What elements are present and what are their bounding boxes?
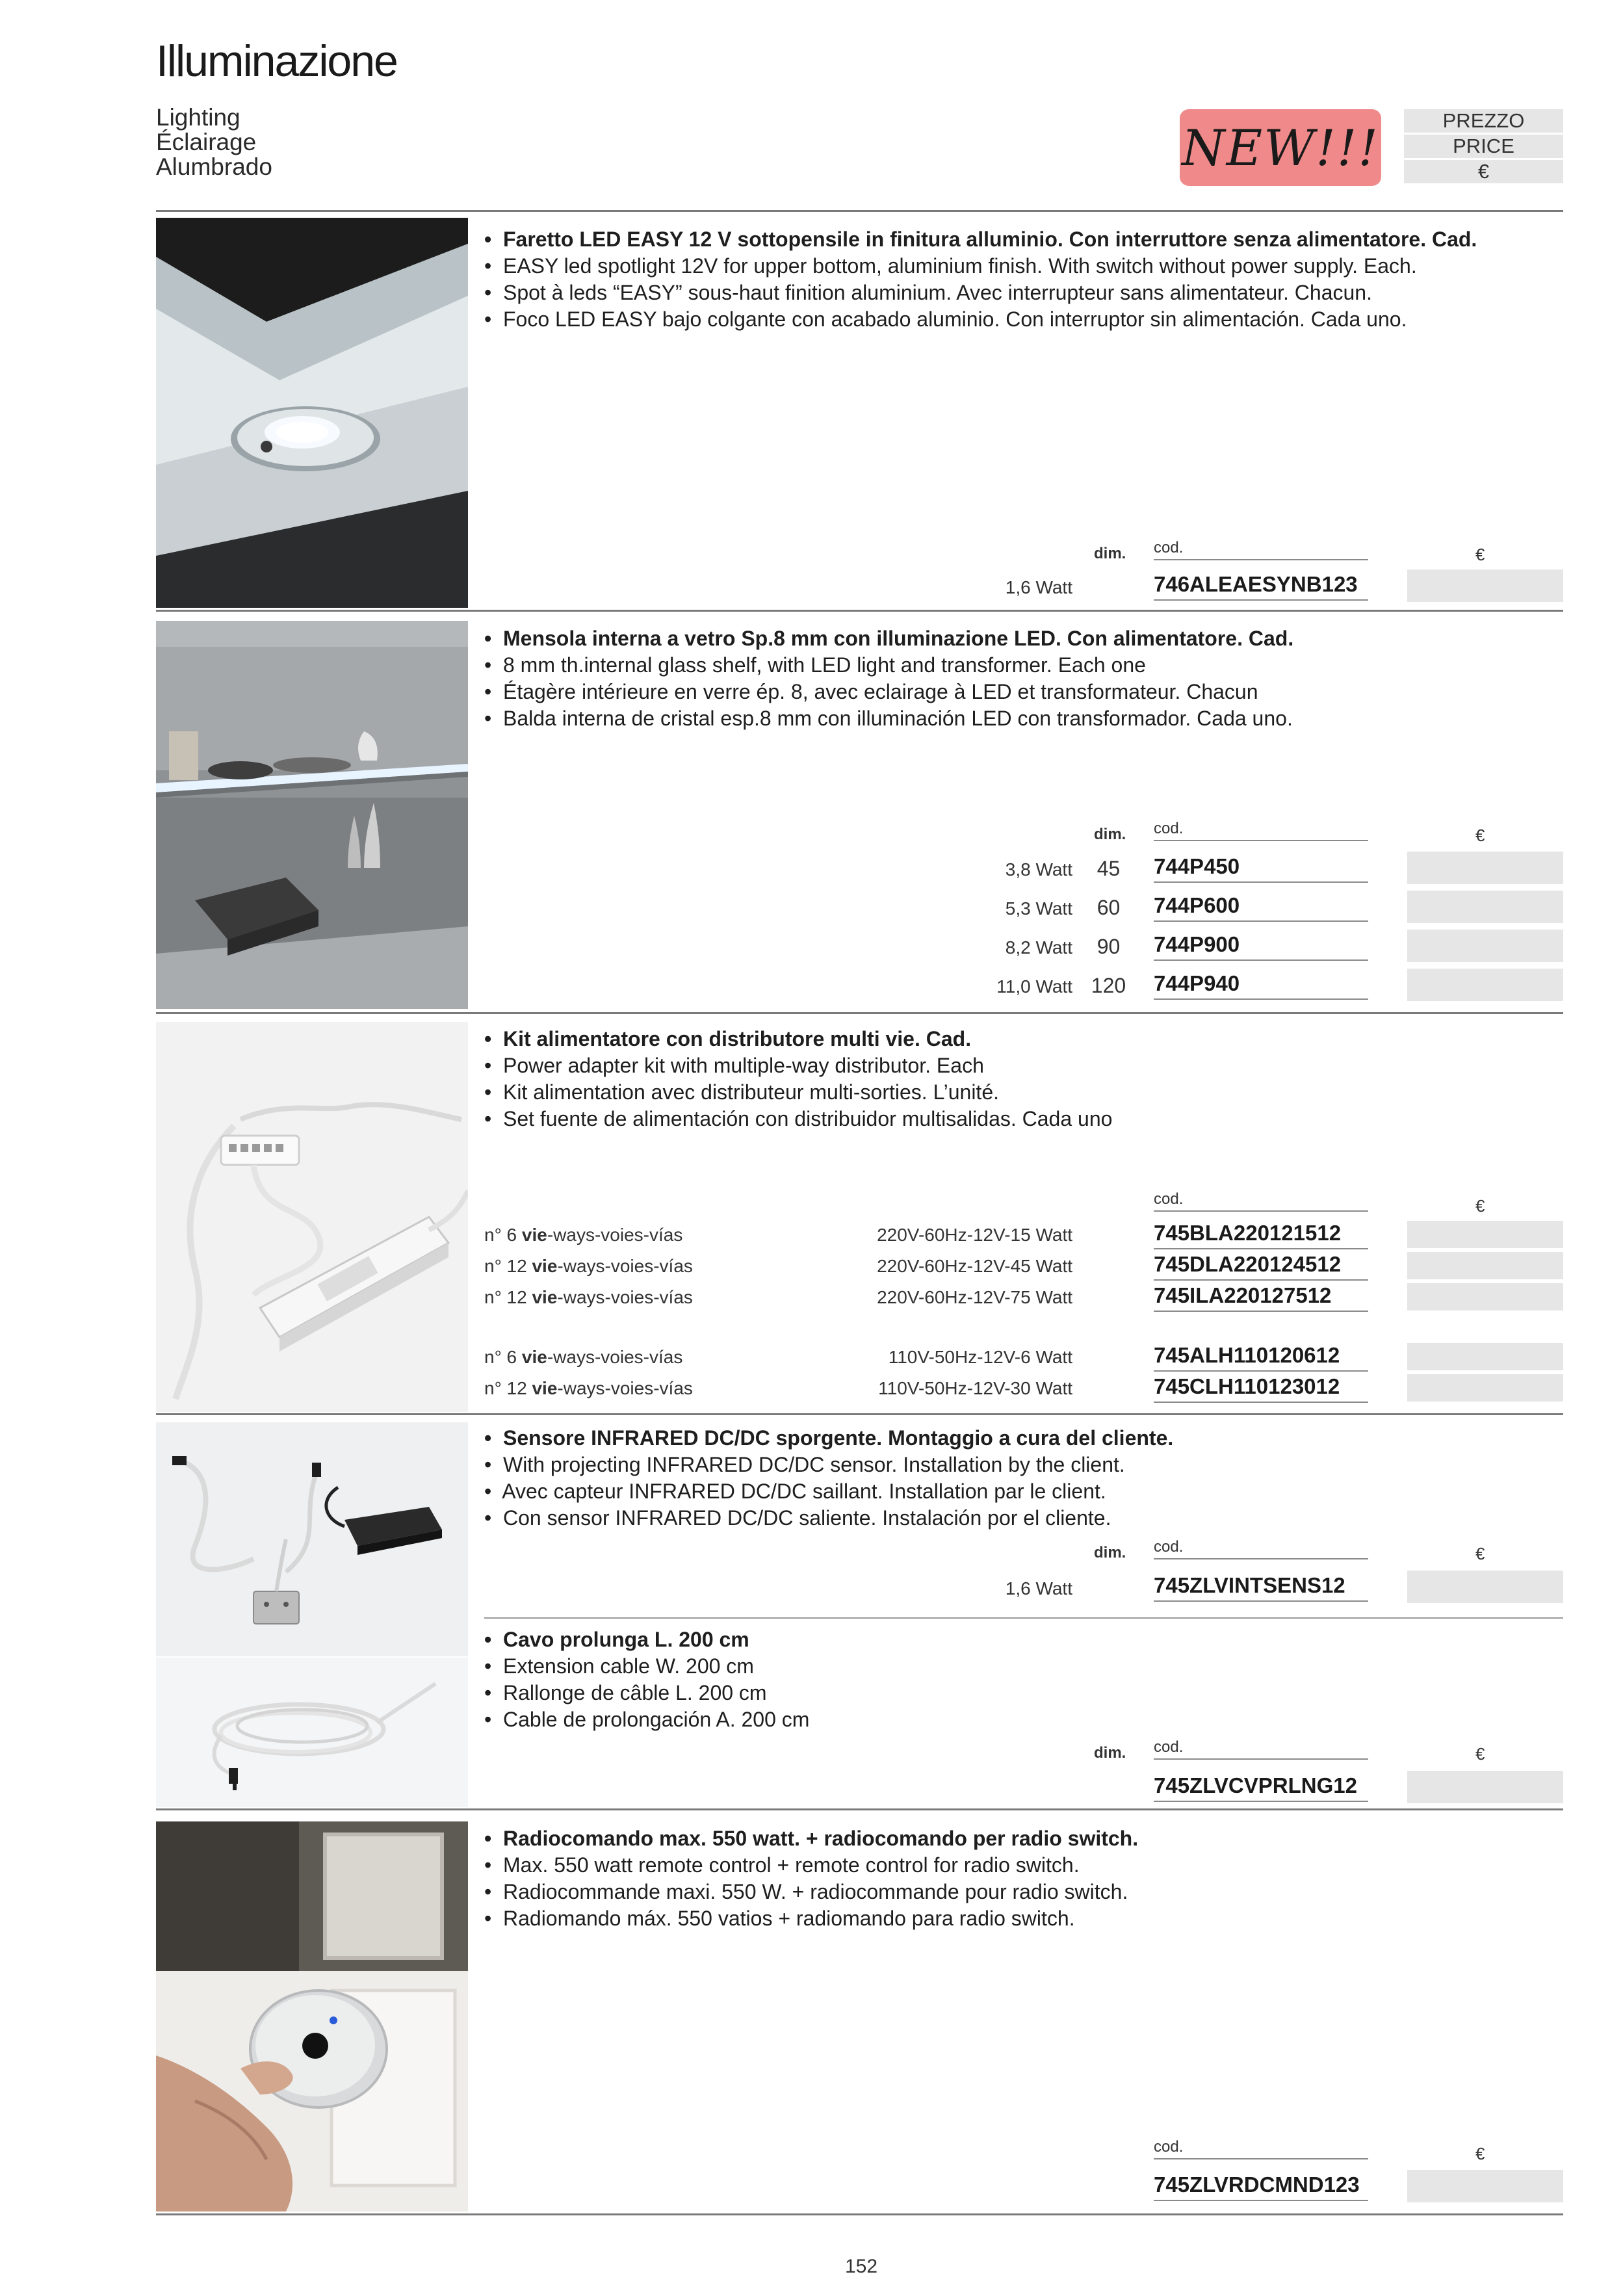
product-description	[484, 1425, 1173, 1532]
section-divider	[484, 1617, 1563, 1619]
euro-label: €	[1475, 1744, 1485, 1764]
description-line: • Balda interna de cristal esp.8 mm con illuminación LED con transformador. Cada uno.	[484, 707, 1293, 730]
product-code: 744P600	[1154, 891, 1368, 922]
description-line: • Cable de prolongación A. 200 cm	[484, 1708, 810, 1731]
description-line: • Radiocomando max. 550 watt. + radiocomando per radio switch.	[484, 1827, 1139, 1850]
watt-value: 3,8 Watt	[1005, 859, 1072, 880]
product-code: 745ALH110120612	[1154, 1340, 1368, 1372]
page-number: 152	[845, 2256, 878, 2277]
subtitle-fr: Éclairage	[156, 129, 257, 155]
product-code: 744P450	[1154, 852, 1368, 883]
watt-value: 5,3 Watt	[1005, 898, 1072, 919]
product-code: 745DLA220124512	[1154, 1249, 1368, 1281]
product-code: 744P900	[1154, 930, 1368, 961]
description-line: • Cavo prolunga L. 200 cm	[484, 1628, 749, 1651]
description-line: • Kit alimentation avec distributeur multi-sorties. L’unité.	[484, 1080, 999, 1104]
section-divider	[156, 610, 1563, 612]
price-cell	[1407, 852, 1563, 884]
dim-value: 45	[1097, 857, 1121, 880]
description-line: • Power adapter kit with multiple-way distributor. Each	[484, 1054, 984, 1077]
subtitle-es: Alumbrado	[156, 153, 272, 180]
price-header-en: PRICE	[1404, 135, 1563, 158]
description-line: • Rallonge de câble L. 200 cm	[484, 1681, 767, 1704]
ways-value: n° 12 vie-ways-voies-vías	[484, 1287, 693, 1307]
code-label: cod.	[1154, 1188, 1368, 1212]
ways-value: n° 12 vie-ways-voies-vías	[484, 1256, 693, 1276]
description-line: • Radiomando máx. 550 vatios + radiomando para radio switch.	[484, 1907, 1075, 1930]
price-cell	[1407, 969, 1563, 1001]
product-photo-power-adapter	[156, 1022, 468, 1412]
price-cell	[1407, 1374, 1563, 1402]
section-divider	[156, 2213, 1563, 2215]
euro-label: €	[1475, 826, 1485, 845]
description-line: • Sensore INFRARED DC/DC sporgente. Montaggio a cura del cliente.	[484, 1426, 1174, 1450]
price-cell	[1407, 1771, 1563, 1803]
dim-label: dim.	[1094, 1544, 1126, 1561]
section-divider	[156, 210, 1563, 212]
voltage-value: 220V-60Hz-12V-15 Watt	[877, 1225, 1072, 1245]
product-code: 744P940	[1154, 969, 1368, 1000]
dim-value: 120	[1091, 974, 1126, 997]
section-divider	[156, 1413, 1563, 1415]
description-line: • Con sensor INFRARED DC/DC saliente. Instalación por el cliente.	[484, 1506, 1111, 1530]
description-line: • With projecting INFRARED DC/DC sensor. Installation by the client.	[484, 1453, 1125, 1476]
price-cell	[1407, 1221, 1563, 1248]
watt-value: 8,2 Watt	[1005, 937, 1072, 958]
dim-label: dim.	[1094, 1744, 1126, 1762]
description-line: • Kit alimentatore con distributore multi vie. Cad.	[484, 1027, 972, 1050]
voltage-value: 110V-50Hz-12V-6 Watt	[888, 1347, 1072, 1367]
ways-value: n° 6 vie-ways-voies-vías	[484, 1225, 683, 1245]
description-line: • Spot à leds “EASY” sous-haut finition aluminium. Avec interrupteur sans alimentateur. Chacun.	[484, 281, 1372, 304]
price-cell	[1407, 569, 1563, 602]
product-photo-glass-shelf	[156, 621, 468, 1009]
description-line: • Foco LED EASY bajo colgante con acabado aluminio. Con interruptor sin alimentación. Cada uno.	[484, 307, 1407, 331]
dim-value: 90	[1097, 935, 1121, 958]
description-line: • EASY led spotlight 12V for upper bottom, aluminium finish. With switch without power supply. Each.	[484, 254, 1417, 278]
product-code: 745ZLVCVPRLNG12	[1154, 1771, 1368, 1802]
price-header-it: PREZZO	[1404, 109, 1563, 133]
price-cell	[1407, 1343, 1563, 1370]
product-photo-extension-cable	[156, 1658, 468, 1807]
price-cell	[1407, 2170, 1563, 2202]
product-code: 745BLA220121512	[1154, 1218, 1368, 1249]
price-header	[1404, 109, 1563, 185]
description-line: • Max. 550 watt remote control + remote control for radio switch.	[484, 1853, 1080, 1877]
price-cell	[1407, 891, 1563, 923]
product-code: 745ILA220127512	[1154, 1281, 1368, 1312]
watt-value: 11,0 Watt	[996, 976, 1072, 997]
ways-value: n° 6 vie-ways-voies-vías	[484, 1347, 683, 1367]
description-line: • Étagère intérieure en verre ép. 8, avec eclairage à LED et transformateur. Chacun	[484, 680, 1258, 703]
code-label: cod.	[1154, 1736, 1368, 1760]
price-cell	[1407, 930, 1563, 962]
product-description	[484, 1026, 1112, 1132]
code-label: cod.	[1154, 818, 1368, 841]
voltage-value: 220V-60Hz-12V-45 Watt	[877, 1256, 1072, 1276]
product-code: 745ZLVINTSENS12	[1154, 1571, 1368, 1602]
euro-label: €	[1475, 2144, 1485, 2163]
code-label: cod.	[1154, 1536, 1368, 1559]
watt-value: 1,6 Watt	[1005, 1578, 1072, 1598]
watt-value: 1,6 Watt	[1005, 577, 1072, 597]
price-cell	[1407, 1571, 1563, 1603]
description-line: • Mensola interna a vetro Sp.8 mm con illuminazione LED. Con alimentatore. Cad.	[484, 627, 1294, 650]
page-title: Illuminazione	[156, 36, 397, 86]
description-line: • Faretto LED EASY 12 V sottopensile in finitura alluminio. Con interruttore senza alimentatore. Cad.	[484, 228, 1477, 251]
new-badge: NEW!!!	[1180, 109, 1381, 186]
dim-value: 60	[1097, 896, 1121, 919]
product-code: 745CLH110123012	[1154, 1372, 1368, 1403]
euro-label: €	[1475, 1544, 1485, 1563]
dim-label: dim.	[1094, 545, 1126, 562]
ways-value: n° 12 vie-ways-voies-vías	[484, 1378, 693, 1398]
price-header-currency: €	[1404, 160, 1563, 183]
product-photo-radio-remote	[156, 1821, 468, 2211]
voltage-value: 110V-50Hz-12V-30 Watt	[878, 1378, 1072, 1398]
description-line: • Radiocommande maxi. 550 W. + radiocommande pour radio switch.	[484, 1880, 1128, 1903]
price-cell	[1407, 1283, 1563, 1311]
product-description	[484, 1825, 1138, 1932]
code-label: cod.	[1154, 537, 1368, 560]
euro-label: €	[1475, 1196, 1485, 1216]
product-description	[484, 226, 1477, 333]
section-divider	[156, 1012, 1563, 1014]
description-line: • 8 mm th.internal glass shelf, with LED light and transformer. Each one	[484, 653, 1146, 677]
description-line: • Extension cable W. 200 cm	[484, 1654, 754, 1678]
subtitle-en: Lighting	[156, 104, 240, 131]
product-description	[484, 625, 1293, 732]
description-line: • Set fuente de alimentación con distribuidor multisalidas. Cada uno	[484, 1107, 1113, 1130]
euro-label: €	[1475, 545, 1485, 564]
product-description	[484, 1626, 809, 1733]
price-cell	[1407, 1252, 1563, 1279]
section-divider	[156, 1808, 1563, 1810]
dim-label: dim.	[1094, 826, 1126, 843]
voltage-value: 220V-60Hz-12V-75 Watt	[877, 1287, 1072, 1307]
product-code: 745ZLVRDCMND123	[1154, 2170, 1368, 2201]
code-label: cod.	[1154, 2136, 1368, 2159]
description-line: • Avec capteur INFRARED DC/DC saillant. Installation par le client.	[484, 1480, 1106, 1503]
product-code: 746ALEAESYNB123	[1154, 569, 1368, 601]
product-photo-led-spotlight	[156, 218, 468, 608]
product-photo-infrared-sensor	[156, 1422, 468, 1656]
